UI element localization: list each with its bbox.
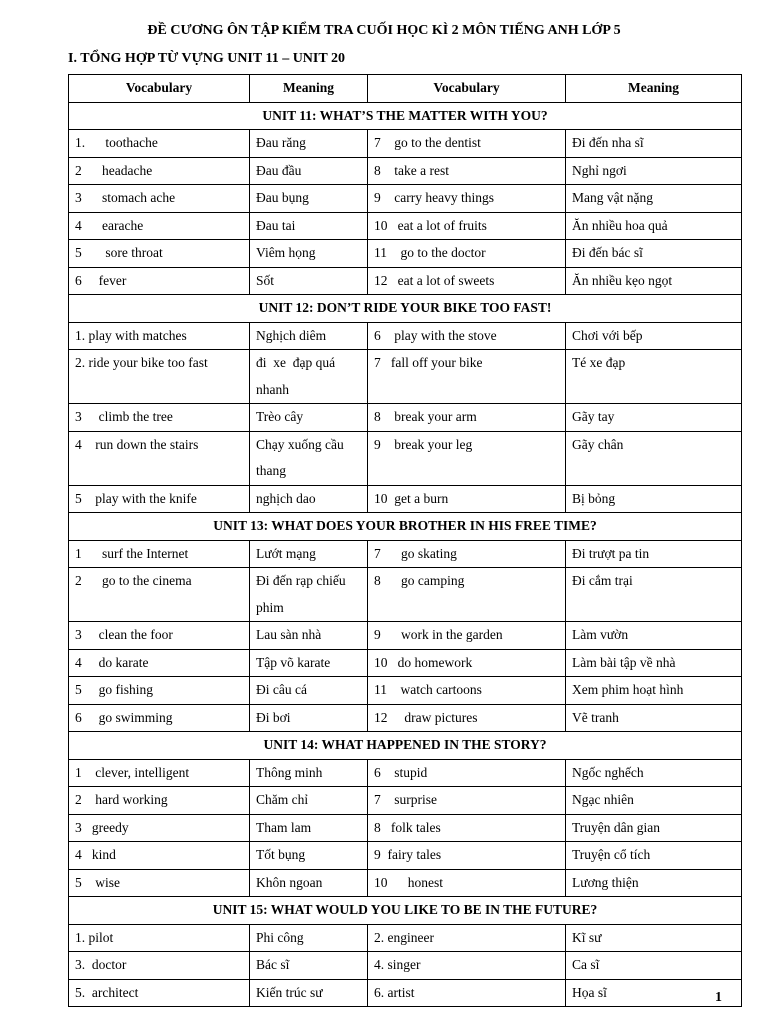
vocab-cell: 6 stupid [368,759,566,787]
meaning-cell: Đi bơi [250,704,368,732]
meaning-cell: Chăm chỉ [250,787,368,815]
meaning-cell: Truyện cổ tích [566,842,742,870]
table-row [69,787,742,815]
vocab-cell: 6 go swimming [69,704,250,732]
table-row [69,130,742,158]
vocab-cell: 2 headache [69,157,250,185]
vocab-cell: 5 sore throat [69,240,250,268]
table-row [69,622,742,650]
meaning-cell: Gãy tay [566,404,742,432]
unit-title-row [69,513,742,541]
table-row [69,814,742,842]
vocab-cell: 7 go skating [368,540,566,568]
meaning-cell: Té xe đạp [566,350,742,404]
table-row [69,240,742,268]
vocab-cell: 10 do homework [368,649,566,677]
meaning-cell: Ngốc nghếch [566,759,742,787]
unit-title: UNIT 11: WHAT’S THE MATTER WITH YOU? [69,102,742,130]
vocab-cell: 9 break your leg [368,431,566,485]
meaning-cell: Đi trượt pa tin [566,540,742,568]
vocab-cell: 4. singer [368,952,566,980]
table-row [69,924,742,952]
meaning-cell: Tập võ karate [250,649,368,677]
header-meaning: Meaning [250,75,368,103]
vocab-cell: 11 watch cartoons [368,677,566,705]
table-row [69,267,742,295]
table-row [69,952,742,980]
meaning-cell: Chơi với bếp [566,322,742,350]
vocab-cell: 6 play with the stove [368,322,566,350]
vocab-cell: 9 carry heavy things [368,185,566,213]
meaning-cell: Bác sĩ [250,952,368,980]
unit-title: UNIT 14: WHAT HAPPENED IN THE STORY? [69,732,742,760]
meaning-cell: Lau sàn nhà [250,622,368,650]
meaning-cell: Đi cắm trại [566,568,742,622]
meaning-cell: Đi đến bác sĩ [566,240,742,268]
header-meaning: Meaning [566,75,742,103]
vocab-cell: 4 do karate [69,649,250,677]
meaning-cell: Thông minh [250,759,368,787]
vocab-cell: 4 kind [69,842,250,870]
vocab-cell: 10 eat a lot of fruits [368,212,566,240]
table-row [69,979,742,1007]
vocab-cell: 8 go camping [368,568,566,622]
header-vocabulary: Vocabulary [69,75,250,103]
meaning-cell: Đau đầu [250,157,368,185]
meaning-cell: Phi công [250,924,368,952]
vocab-cell: 7 go to the dentist [368,130,566,158]
table-row [69,540,742,568]
vocab-cell: 6 fever [69,267,250,295]
table-row [69,485,742,513]
vocab-cell: 9 work in the garden [368,622,566,650]
table-header-row [69,75,742,103]
unit-title-row [69,732,742,760]
meaning-cell: Nghỉ ngơi [566,157,742,185]
unit-title: UNIT 12: DON’T RIDE YOUR BIKE TOO FAST! [69,295,742,323]
vocab-cell: 8 folk tales [368,814,566,842]
table-row [69,568,742,622]
vocabulary-table-body [69,102,742,1007]
table-row [69,842,742,870]
vocab-cell: 12 draw pictures [368,704,566,732]
meaning-cell: Kiến trúc sư [250,979,368,1007]
vocab-cell: 4 run down the stairs [69,431,250,485]
table-row [69,677,742,705]
vocab-cell: 5 wise [69,869,250,897]
meaning-cell: Lương thiện [566,869,742,897]
vocab-cell: 5. architect [69,979,250,1007]
vocab-cell: 2 hard working [69,787,250,815]
vocab-cell: 12 eat a lot of sweets [368,267,566,295]
meaning-cell: Ăn nhiều kẹo ngọt [566,267,742,295]
meaning-cell: Khôn ngoan [250,869,368,897]
meaning-cell: Truyện dân gian [566,814,742,842]
meaning-cell: Tham lam [250,814,368,842]
vocab-cell: 1. pilot [69,924,250,952]
meaning-cell: Đi đến nha sĩ [566,130,742,158]
vocab-cell: 6. artist [368,979,566,1007]
vocab-cell: 3 clean the foor [69,622,250,650]
table-row [69,350,742,404]
meaning-cell: Viêm họng [250,240,368,268]
meaning-cell: Đau bụng [250,185,368,213]
vocab-cell: 5 play with the knife [69,485,250,513]
vocab-cell: 7 fall off your bike [368,350,566,404]
meaning-cell: Họa sĩ [566,979,742,1007]
unit-title-row [69,897,742,925]
meaning-cell: Vẽ tranh [566,704,742,732]
meaning-cell: Ngạc nhiên [566,787,742,815]
meaning-cell: Bị bỏng [566,485,742,513]
vocab-cell: 2 go to the cinema [69,568,250,622]
vocab-cell: 5 go fishing [69,677,250,705]
vocab-cell: 1 clever, intelligent [69,759,250,787]
vocab-cell: 10 honest [368,869,566,897]
meaning-cell: Làm bài tập về nhà [566,649,742,677]
vocab-cell: 1. play with matches [69,322,250,350]
table-row [69,404,742,432]
vocab-cell: 10 get a burn [368,485,566,513]
meaning-cell: nghịch dao [250,485,368,513]
meaning-cell: Xem phim hoạt hình [566,677,742,705]
meaning-cell: Trèo cây [250,404,368,432]
unit-title-row [69,295,742,323]
vocabulary-table [68,74,742,1007]
table-row [69,212,742,240]
table-row [69,869,742,897]
meaning-cell: Đi câu cá [250,677,368,705]
page-number: 1 [715,990,722,1005]
meaning-cell: Ca sĩ [566,952,742,980]
meaning-cell: đi xe đạp quá nhanh [250,350,368,404]
section-heading: I. TỔNG HỢP TỪ VỰNG UNIT 11 – UNIT 20 [68,51,345,66]
meaning-cell: Ăn nhiều hoa quả [566,212,742,240]
meaning-cell: Đau tai [250,212,368,240]
vocab-cell: 3 greedy [69,814,250,842]
vocab-cell: 8 take a rest [368,157,566,185]
vocab-cell: 11 go to the doctor [368,240,566,268]
meaning-cell: Nghịch diêm [250,322,368,350]
vocab-cell: 7 surprise [368,787,566,815]
vocab-cell: 3 climb the tree [69,404,250,432]
meaning-cell: Đi đến rạp chiếu phim [250,568,368,622]
table-row [69,759,742,787]
meaning-cell: Kĩ sư [566,924,742,952]
unit-title-row [69,102,742,130]
table-row [69,704,742,732]
meaning-cell: Mang vật nặng [566,185,742,213]
meaning-cell: Gãy chân [566,431,742,485]
meaning-cell: Làm vườn [566,622,742,650]
vocab-cell: 4 earache [69,212,250,240]
vocab-cell: 3 stomach ache [69,185,250,213]
meaning-cell: Đau răng [250,130,368,158]
meaning-cell: Lướt mạng [250,540,368,568]
unit-title: UNIT 13: WHAT DOES YOUR BROTHER IN HIS FREE TIME? [69,513,742,541]
table-row [69,322,742,350]
table-row [69,431,742,485]
header-vocabulary: Vocabulary [368,75,566,103]
vocab-cell: 1. toothache [69,130,250,158]
vocab-cell: 3. doctor [69,952,250,980]
vocab-cell: 2. engineer [368,924,566,952]
meaning-cell: Tốt bụng [250,842,368,870]
meaning-cell: Sốt [250,267,368,295]
table-row [69,649,742,677]
vocab-cell: 2. ride your bike too fast [69,350,250,404]
unit-title: UNIT 15: WHAT WOULD YOU LIKE TO BE IN THE FUTURE? [69,897,742,925]
document-title: ĐỀ CƯƠNG ÔN TẬP KIỂM TRA CUỐI HỌC KÌ 2 MÔN TIẾNG ANH LỚP 5 [147,23,621,38]
meaning-cell: Chạy xuống cầu thang [250,431,368,485]
table-row [69,185,742,213]
vocab-cell: 9 fairy tales [368,842,566,870]
vocab-cell: 1 surf the Internet [69,540,250,568]
vocab-cell: 8 break your arm [368,404,566,432]
table-row [69,157,742,185]
